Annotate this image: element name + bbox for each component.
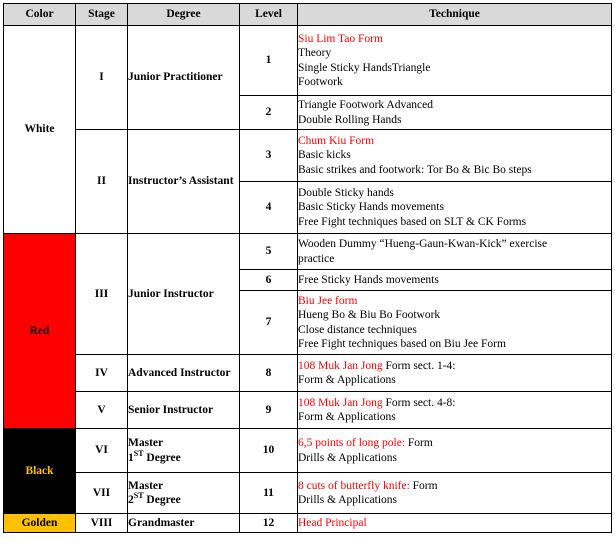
level-cell: 2 <box>240 96 298 130</box>
technique-cell <box>298 291 612 355</box>
technique-cell <box>298 429 612 473</box>
technique-form: Head Principal <box>298 516 367 529</box>
technique-form: 108 Muk Jan Jong <box>298 359 383 372</box>
degree-title: Master <box>128 479 164 492</box>
degree-title: Master <box>128 437 164 449</box>
stage-cell: VIII <box>76 514 128 533</box>
color-golden: Golden <box>4 514 76 533</box>
technique-form: Siu Lim Tao Form <box>298 32 383 45</box>
technique-form: Chum Kiu Form <box>298 134 375 147</box>
table-row <box>4 514 612 533</box>
technique-cell <box>298 234 612 270</box>
level-cell: 11 <box>240 473 298 514</box>
technique-line: Triangle Footwork Advanced <box>298 99 434 111</box>
degree-cell: Advanced Instructor <box>128 355 240 392</box>
technique-form-tail: Form sect. 4-8: <box>382 396 456 409</box>
header-level: Level <box>240 4 298 26</box>
technique-line: Free Sticky Hands movements <box>298 273 439 286</box>
technique-form: 108 Muk Jan Jong <box>298 396 383 409</box>
technique-cell <box>298 26 612 96</box>
level-cell: 1 <box>240 26 298 96</box>
technique-line: Hueng Bo & Biu Bo Footwork <box>298 309 441 321</box>
technique-form: 6,5 points of long pole: <box>298 437 406 449</box>
stage-cell: VI <box>76 429 128 473</box>
header-row <box>4 4 612 26</box>
technique-cell <box>298 355 612 392</box>
degree-word: Degree <box>143 494 181 506</box>
table-row <box>4 26 612 96</box>
stage-cell: VII <box>76 473 128 514</box>
technique-cell <box>298 182 612 234</box>
technique-form: Biu Jee form <box>298 294 358 307</box>
technique-cell <box>298 473 612 514</box>
table-row <box>4 355 612 392</box>
technique-line: Basic kicks <box>298 149 351 162</box>
technique-cell <box>298 514 612 533</box>
table-row <box>4 392 612 429</box>
degree-cell <box>128 429 240 473</box>
stage-cell: II <box>76 130 128 234</box>
technique-cell <box>298 96 612 130</box>
level-cell: 3 <box>240 130 298 182</box>
degree-suffix: ST <box>133 448 144 458</box>
header-technique: Technique <box>298 4 612 26</box>
technique-line: Drills & Applications <box>298 494 398 506</box>
degree-suffix: ST <box>133 491 144 501</box>
technique-line: practice <box>298 252 335 265</box>
table-row <box>4 234 612 270</box>
header-degree: Degree <box>128 4 240 26</box>
technique-form-tail: Form sect. 1-4: <box>382 359 456 372</box>
technique-cell <box>298 270 612 291</box>
level-cell: 8 <box>240 355 298 392</box>
degree-number: 1 <box>128 451 134 464</box>
color-white: White <box>4 26 76 234</box>
stage-cell: V <box>76 392 128 429</box>
technique-line: Wooden Dummy “Hueng-Gaun-Kwan-Kick” exercise <box>298 238 548 250</box>
technique-line: Close distance techniques <box>298 323 417 336</box>
level-cell: 7 <box>240 291 298 355</box>
color-red: Red <box>4 234 76 429</box>
level-cell: 10 <box>240 429 298 473</box>
level-cell: 9 <box>240 392 298 429</box>
technique-cell <box>298 130 612 182</box>
technique-form-tail: Form <box>405 437 433 449</box>
degree-cell: Instructor’s Assistant <box>128 130 240 234</box>
table-row <box>4 473 612 514</box>
technique-form: 8 cuts of butterfly knife: <box>298 479 410 492</box>
technique-line: Free Fight techniques based on Biu Jee Form <box>298 338 506 350</box>
technique-form-tail: Form <box>409 479 438 492</box>
header-color: Color <box>4 4 76 26</box>
degree-word: Degree <box>143 451 181 464</box>
technique-line: Single Sticky HandsTriangle <box>298 61 431 74</box>
level-cell: 12 <box>240 514 298 533</box>
degree-cell: Grandmaster <box>128 514 240 533</box>
table-row <box>4 429 612 473</box>
technique-line: Double Sticky hands <box>298 186 394 199</box>
technique-line: Basic strikes and footwork: Tor Bo & Bic Bo steps <box>298 163 532 176</box>
color-black: Black <box>4 429 76 514</box>
header-stage: Stage <box>76 4 128 26</box>
technique-cell <box>298 392 612 429</box>
stage-cell: IV <box>76 355 128 392</box>
table-row <box>4 130 612 182</box>
technique-line: Form & Applications <box>298 411 396 423</box>
stage-cell: III <box>76 234 128 355</box>
degree-cell <box>128 473 240 514</box>
technique-line: Theory <box>298 47 332 59</box>
degree-number: 2 <box>128 494 134 506</box>
technique-line: Drills & Applications <box>298 451 398 464</box>
technique-line: Free Fight techniques based on SLT & CK Forms <box>298 215 527 228</box>
technique-line: Footwork <box>298 76 343 88</box>
technique-line: Double Rolling Hands <box>298 113 402 126</box>
degree-cell: Senior Instructor <box>128 392 240 429</box>
technique-line: Basic Sticky Hands movements <box>298 201 444 214</box>
degree-cell: Junior Practitioner <box>128 26 240 130</box>
stage-cell: I <box>76 26 128 130</box>
level-cell: 4 <box>240 182 298 234</box>
degree-cell: Junior Instructor <box>128 234 240 355</box>
grading-table <box>3 3 612 533</box>
level-cell: 6 <box>240 270 298 291</box>
technique-line: Form & Applications <box>298 374 396 386</box>
level-cell: 5 <box>240 234 298 270</box>
